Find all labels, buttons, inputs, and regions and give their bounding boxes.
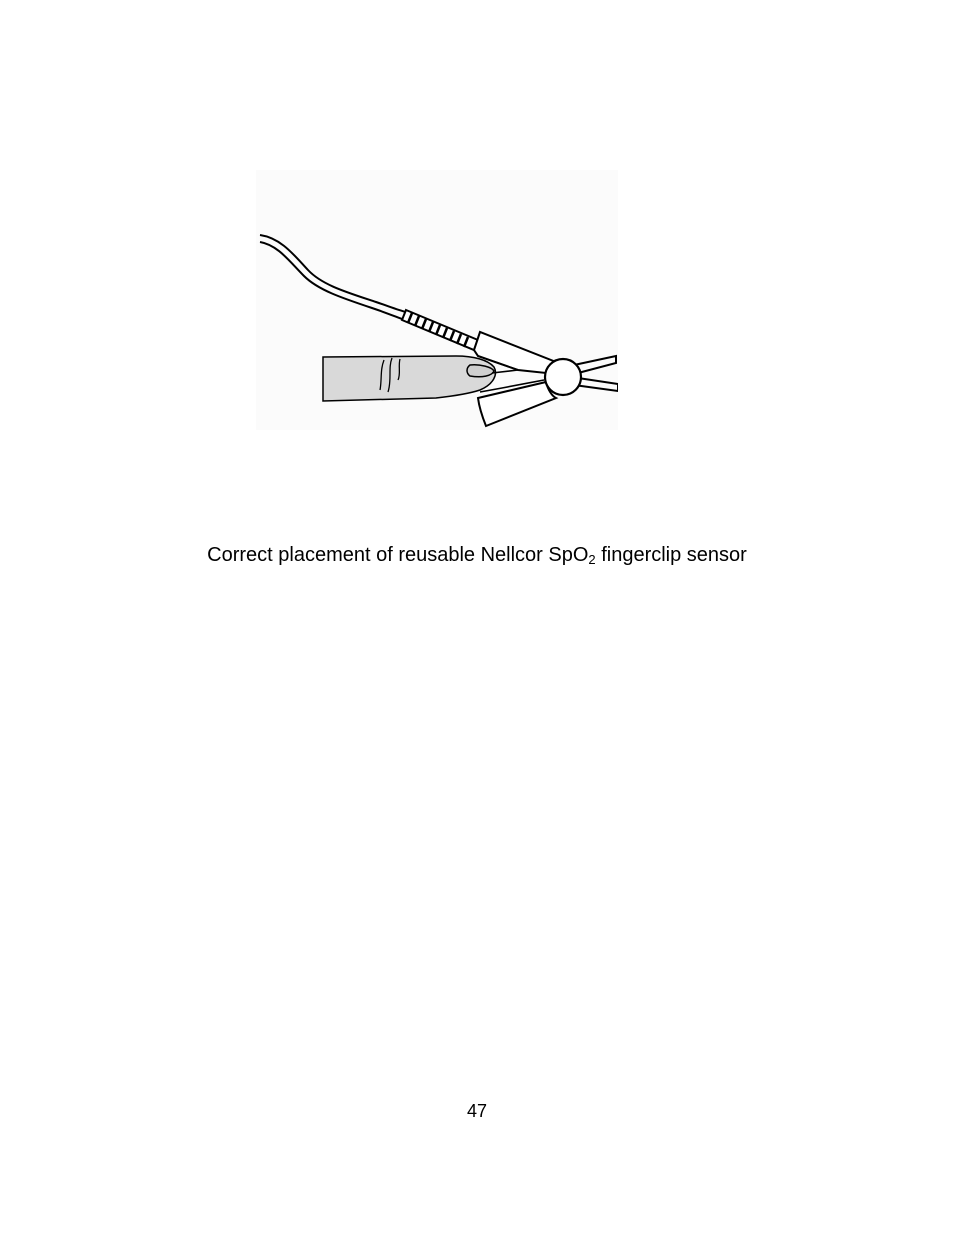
figure-caption — [0, 542, 954, 568]
clip-hinge — [545, 359, 581, 395]
caption-subscript: 2 — [588, 552, 596, 567]
page-number: 47 — [466, 1101, 488, 1121]
sensor-placement-figure — [256, 170, 618, 430]
caption-text-end: fingerclip sensor — [595, 544, 747, 566]
fingerclip-sensor-illustration — [256, 170, 618, 430]
caption-text-main: Correct placement of reusable Nellcor SpO — [207, 544, 589, 566]
